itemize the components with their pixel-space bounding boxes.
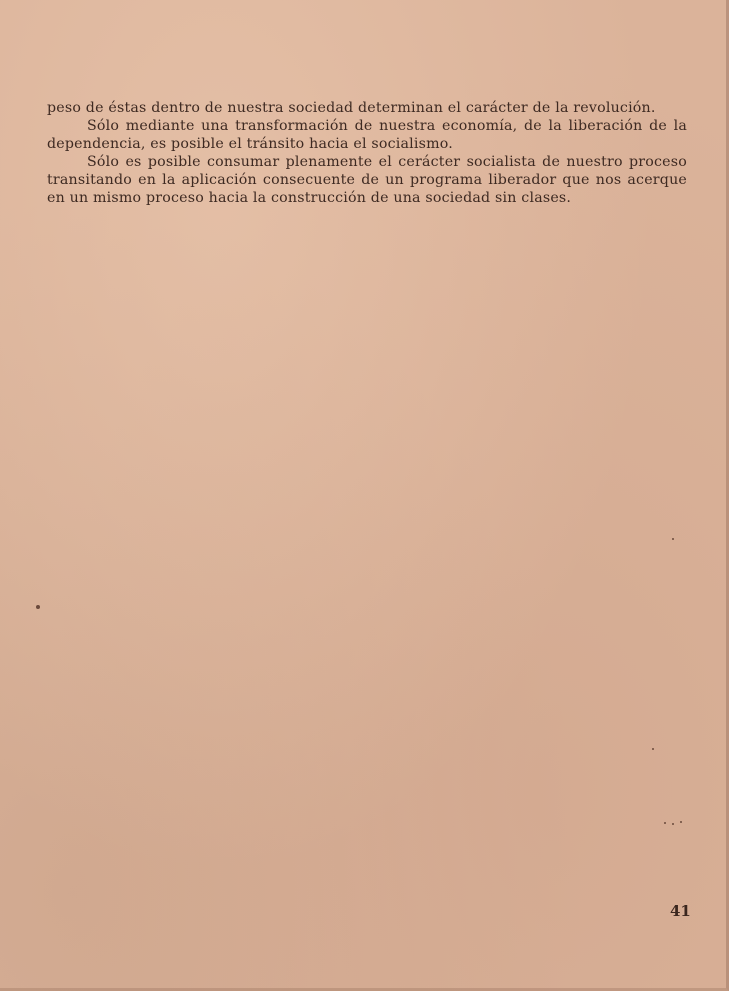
body-text — [47, 99, 687, 207]
paper-speck — [664, 822, 666, 824]
paper-speck — [652, 748, 654, 750]
paper-speck — [680, 821, 682, 823]
paragraph-economy: Sólo mediante una transformación de nuestra economía, de la liberación de la dependencia, es posible el tránsito hacia el socialismo. — [47, 118, 687, 152]
paragraph-continuation: peso de éstas dentro de nuestra sociedad determinan el carácter de la revolución. — [47, 100, 656, 116]
page-number: 41 — [670, 902, 691, 920]
paper-speck — [672, 823, 674, 825]
paper-speck — [36, 605, 40, 609]
paper-speck — [672, 538, 674, 540]
paragraph-socialist-character: Sólo es posible consumar plenamente el cerácter socialista de nuestro proceso transitando en la aplicación consecuente de un programa liberador que nos acerque en un mismo proceso hacia la construcción de una sociedad sin clases. — [47, 154, 687, 206]
